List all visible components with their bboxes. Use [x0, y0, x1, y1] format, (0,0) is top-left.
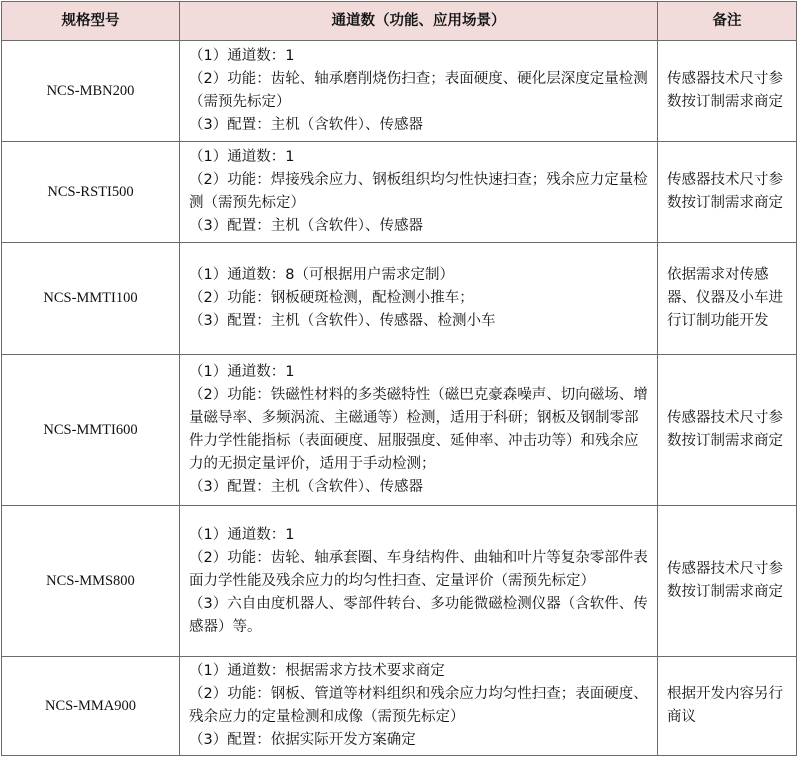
table-row — [2, 142, 797, 243]
note-cell: 根据开发内容另行商议 — [658, 657, 797, 756]
table-row — [2, 41, 797, 142]
function-line: （1）通道数：8（可根据用户需求定制） — [189, 267, 454, 283]
header-function: 通道数（功能、应用场景） — [180, 2, 658, 41]
table-row — [2, 657, 797, 756]
function-line: （3）配置：主机（含软件）、传感器 — [189, 479, 423, 495]
function-line: （1）通道数：1 — [189, 526, 295, 543]
function-cell — [180, 142, 658, 243]
function-cell — [180, 657, 658, 756]
function-line: （2）功能：焊接残余应力、钢板组织均匀性快速扫查；残余应力定量检测（需预先标定） — [189, 172, 648, 211]
function-cell — [180, 41, 658, 142]
table-row — [2, 355, 797, 506]
note-cell: 传感器技术尺寸参数按订制需求商定 — [658, 355, 797, 506]
model-cell: NCS-MMA900 — [2, 657, 180, 756]
note-cell: 传感器技术尺寸参数按订制需求商定 — [658, 41, 797, 142]
header-note: 备注 — [658, 2, 797, 41]
function-line: （1）通道数：根据需求方技术要求商定 — [189, 663, 445, 679]
function-line: （3）六自由度机器人、零部件转台、多功能微磁检测仪器（含软件、传感器）等。 — [189, 595, 648, 635]
function-line: （2）功能：齿轮、轴承套圈、车身结构件、曲轴和叶片等复杂零部件表面力学性能及残余应力的均匀性扫查、定量评价（需预先标定） — [189, 549, 648, 589]
function-line: （2）功能：铁磁性材料的多类磁特性（磁巴克豪森噪声、切向磁场、增量磁导率、多频涡流、主磁通等）检测，适用于科研；钢板及钢制零部件力学性能指标（表面硬度、屈服强度、延伸率、冲击功等）和残余应力的无损定量评价，适用于手动检测； — [189, 387, 648, 472]
function-cell — [180, 506, 658, 657]
header-model: 规格型号 — [2, 2, 180, 41]
model-cell: NCS-RSTI500 — [2, 142, 180, 243]
function-line: （2）功能：齿轮、轴承磨削烧伤扫查；表面硬度、硬化层深度定量检测（需预先标定） — [189, 71, 648, 110]
function-line: （3）配置：主机（含软件）、传感器、检测小车 — [189, 313, 496, 329]
function-line: （1）通道数：1 — [189, 149, 295, 165]
function-line: （1）通道数：1 — [189, 364, 295, 380]
model-cell: NCS-MBN200 — [2, 41, 180, 142]
function-cell — [180, 243, 658, 355]
model-cell: NCS-MMTI100 — [2, 243, 180, 355]
note-cell: 传感器技术尺寸参数按订制需求商定 — [658, 142, 797, 243]
function-line: （3）配置：依据实际开发方案确定 — [189, 732, 416, 748]
function-line: （3）配置：主机（含软件）、传感器 — [189, 218, 423, 234]
function-line: （3）配置：主机（含软件）、传感器 — [189, 117, 423, 133]
header-row — [2, 2, 797, 41]
model-cell: NCS-MMTI600 — [2, 355, 180, 506]
function-cell — [180, 355, 658, 506]
function-line: （2）功能：钢板硬斑检测，配检测小推车； — [189, 290, 474, 306]
model-cell: NCS-MMS800 — [2, 506, 180, 657]
function-line: （1）通道数：1 — [189, 48, 295, 64]
table-row — [2, 506, 797, 657]
note-cell: 传感器技术尺寸参数按订制需求商定 — [658, 506, 797, 657]
table-row — [2, 243, 797, 355]
note-cell: 依据需求对传感器、仪器及小车进行订制功能开发 — [658, 243, 797, 355]
spec-table — [1, 1, 797, 756]
function-line: （2）功能：钢板、管道等材料组织和残余应力均匀性扫查；表面硬度、残余应力的定量检测和成像（需预先标定） — [189, 686, 648, 725]
